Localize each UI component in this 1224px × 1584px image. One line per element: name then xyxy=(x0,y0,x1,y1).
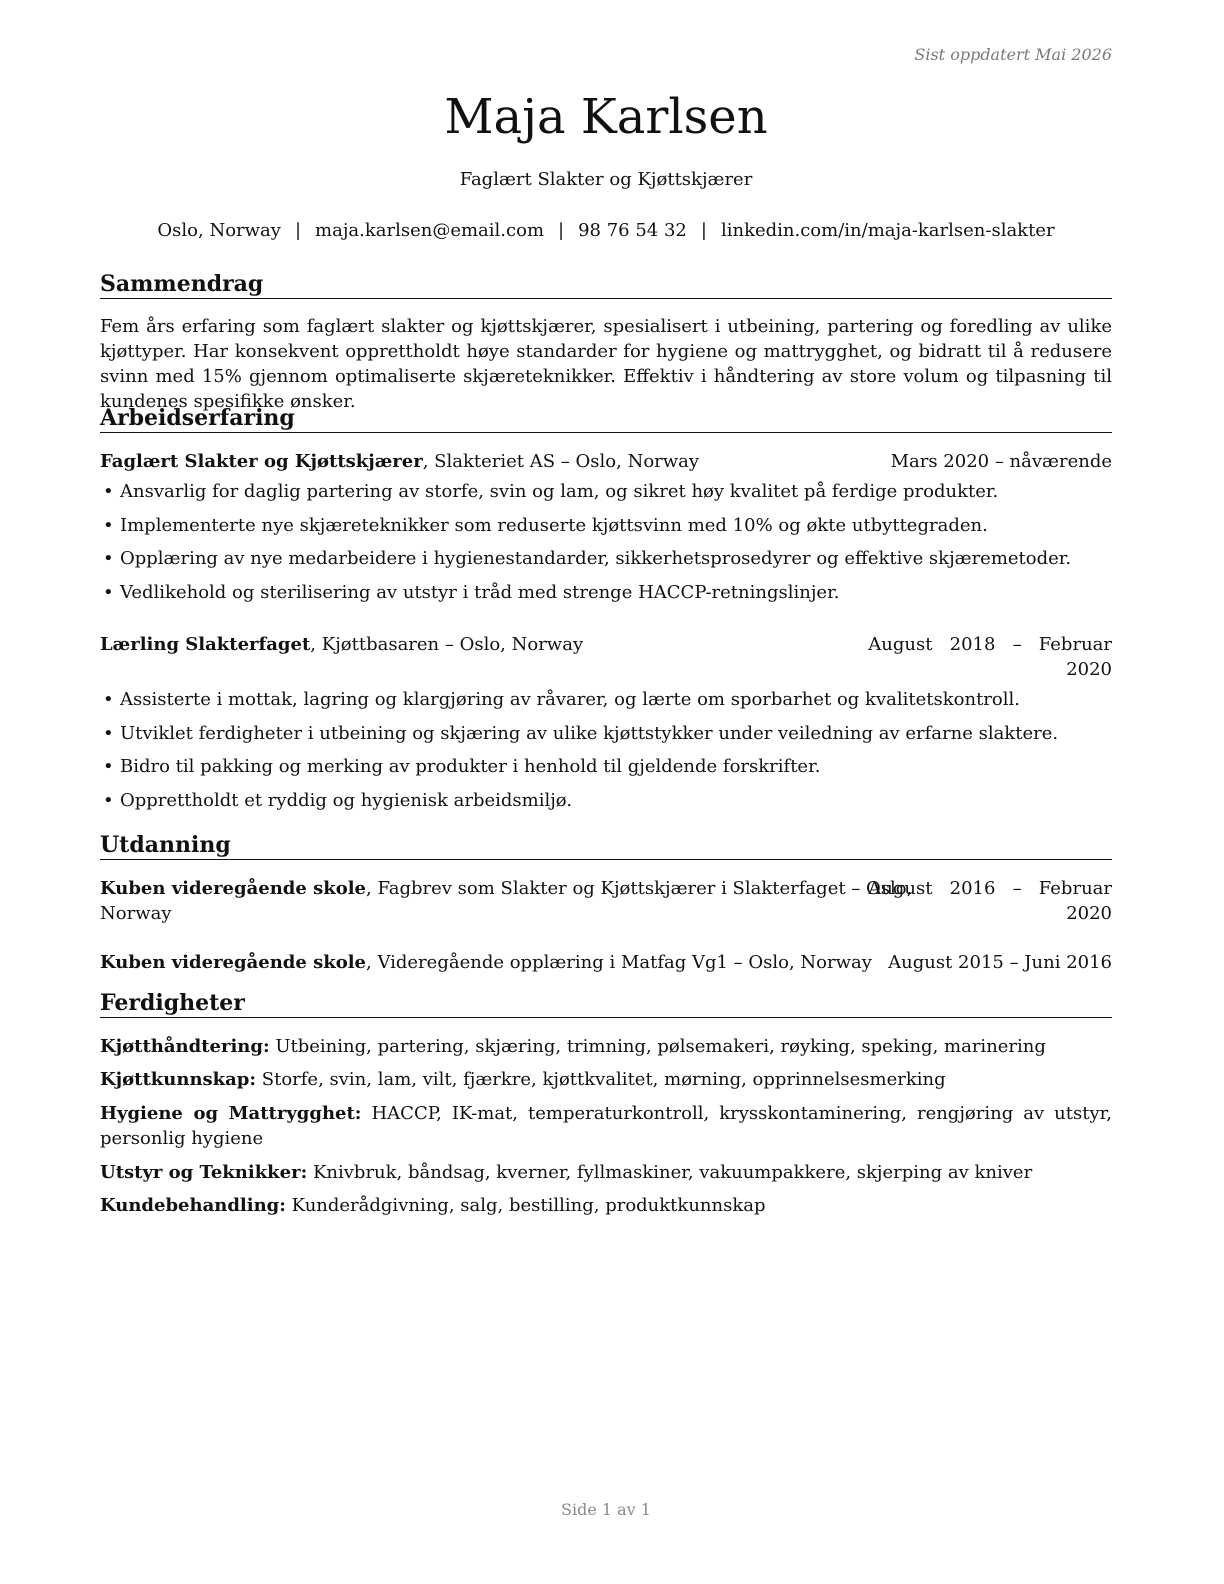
job-company: , Kjøttbasaren – Oslo, Norway xyxy=(310,634,584,655)
contact-line xyxy=(100,219,1112,243)
section-title-education: Utdanning xyxy=(100,831,1112,860)
education-school: Kuben videregående skole xyxy=(100,878,366,899)
candidate-name: Maja Karlsen xyxy=(444,89,768,145)
skill-row xyxy=(100,1160,1112,1185)
bullet-icon: • xyxy=(103,548,114,569)
job-heading xyxy=(100,632,583,657)
skill-text: Utbeining, partering, skjæring, trimning, pølsemakeri, røyking, speking, marinering xyxy=(269,1036,1046,1057)
skill-text: Storfe, svin, lam, vilt, fjærkre, kjøttkvalitet, mørning, opprinnelsesmerking xyxy=(256,1069,946,1090)
list-item: • Opplæring av nye medarbeidere i hygienestandarder, sikkerhetsprosedyrer og effektive skjæremetoder. xyxy=(103,548,1072,569)
list-item: • Assisterte i mottak, lagring og klargjøring av råvarer, og lærte om sporbarhet og kvalitetskontroll. xyxy=(103,689,1020,710)
contact-separator: | xyxy=(294,220,302,241)
bullet-icon: • xyxy=(103,581,114,603)
education-dates: August 2015 – Juni 2016 xyxy=(888,952,1112,973)
bullet-icon: • xyxy=(103,514,114,536)
job-bullets xyxy=(100,479,1112,613)
education-detail: , Fagbrev som Slakter og Kjøttskjærer i Slakterfaget – Oslo, xyxy=(366,878,913,899)
job-dates: August 2018 – Februar 2020 xyxy=(868,634,1112,680)
contact-linkedin[interactable]: linkedin.com/in/maja-karlsen-slakter xyxy=(720,220,1055,241)
job-role: Faglært Slakter og Kjøttskjærer xyxy=(100,451,423,472)
bullet-icon: • xyxy=(103,689,114,710)
resume-page xyxy=(100,0,1112,1584)
job-dates: Mars 2020 – nåværende xyxy=(890,451,1112,472)
skill-label: Kundebehandling: xyxy=(100,1195,286,1216)
skill-label: Utstyr og Teknikker: xyxy=(100,1162,308,1183)
skill-row xyxy=(100,1034,1112,1059)
education-heading xyxy=(100,876,913,926)
education-heading xyxy=(100,950,872,975)
skill-label: Kjøttkunnskap: xyxy=(100,1069,257,1090)
skill-row xyxy=(100,1193,1112,1218)
job-heading xyxy=(100,449,699,474)
list-item: • Implementerte nye skjæreteknikker som reduserte kjøttsvinn med 10% og økte utbyttegraden. xyxy=(103,514,988,536)
skill-label: Hygiene og Mattrygghet: xyxy=(100,1103,362,1124)
section-title-experience: Arbeidserfaring xyxy=(100,404,1112,433)
list-item: • Ansvarlig for daglig partering av storfe, svin og lam, og sikret høy kvalitet på ferdige produkter. xyxy=(103,481,999,502)
section-title-summary: Sammendrag xyxy=(100,270,1112,299)
education-school: Kuben videregående skole xyxy=(100,952,366,973)
job-role: Lærling Slakterfaget xyxy=(100,634,311,655)
skill-text: Kunderådgivning, salg, bestilling, produktkunnskap xyxy=(285,1195,766,1216)
bullet-icon: • xyxy=(103,722,114,744)
job-title: Faglært Slakter og Kjøttskjærer xyxy=(459,169,753,190)
contact-separator: | xyxy=(558,220,565,241)
list-item: • Opprettholdt et ryddig og hygienisk arbeidsmiljø. xyxy=(103,789,573,811)
contact-location: Oslo, Norway xyxy=(157,220,281,241)
skill-row xyxy=(100,1067,1112,1092)
list-item: • Bidro til pakking og merking av produkter i henhold til gjeldende forskrifter. xyxy=(103,756,821,777)
skill-text: HACCP, IK-mat, temperaturkontroll, krysskontaminering, rengjøring av utstyr, personlig hygiene xyxy=(100,1103,1112,1149)
list-item: • Utviklet ferdigheter i utbeining og skjæring av ulike kjøttstykker under veiledning av erfarne slaktere. xyxy=(103,722,1059,744)
contact-separator: | xyxy=(700,220,707,241)
list-item: • Vedlikehold og sterilisering av utstyr i tråd med strenge HACCP-retningslinjer. xyxy=(103,581,840,603)
bullet-icon: • xyxy=(103,481,114,502)
education-detail: Norway xyxy=(100,903,172,924)
skill-label: Kjøtthåndtering: xyxy=(100,1036,270,1057)
contact-email[interactable]: maja.karlsen@email.com xyxy=(315,220,545,241)
job-bullets xyxy=(100,687,1112,821)
skill-row xyxy=(100,1101,1112,1151)
job-company: , Slakteriet AS – Oslo, Norway xyxy=(422,451,700,472)
education-detail: , Videregående opplæring i Matfag Vg1 – Oslo, Norway xyxy=(366,952,872,973)
bullet-icon: • xyxy=(103,756,114,777)
bullet-icon: • xyxy=(103,789,114,811)
skill-text: Knivbruk, båndsag, kverner, fyllmaskiner, vakuumpakkere, skjerping av kniver xyxy=(307,1162,1033,1183)
last-updated: Sist oppdatert Mai 2026 xyxy=(914,45,1112,64)
page-number: Side 1 av 1 xyxy=(561,1500,651,1519)
summary-text: Fem års erfaring som faglært slakter og kjøttskjærer, spesialisert i utbeining, partering og foredling av ulike kjøttyper. Har konsekvent opprettholdt høye standarder for hygiene og mattrygghet, og bidratt til å redusere svinn med 15% gjennom optimaliserte skjæreteknikker. Effektiv i håndtering av store volum og tilpasning til kundenes spesifikke ønsker. xyxy=(100,316,1112,412)
education-dates: August 2016 – Februar 2020 xyxy=(868,878,1112,924)
contact-phone: 98 76 54 32 xyxy=(578,220,687,241)
section-title-skills: Ferdigheter xyxy=(100,989,1112,1018)
